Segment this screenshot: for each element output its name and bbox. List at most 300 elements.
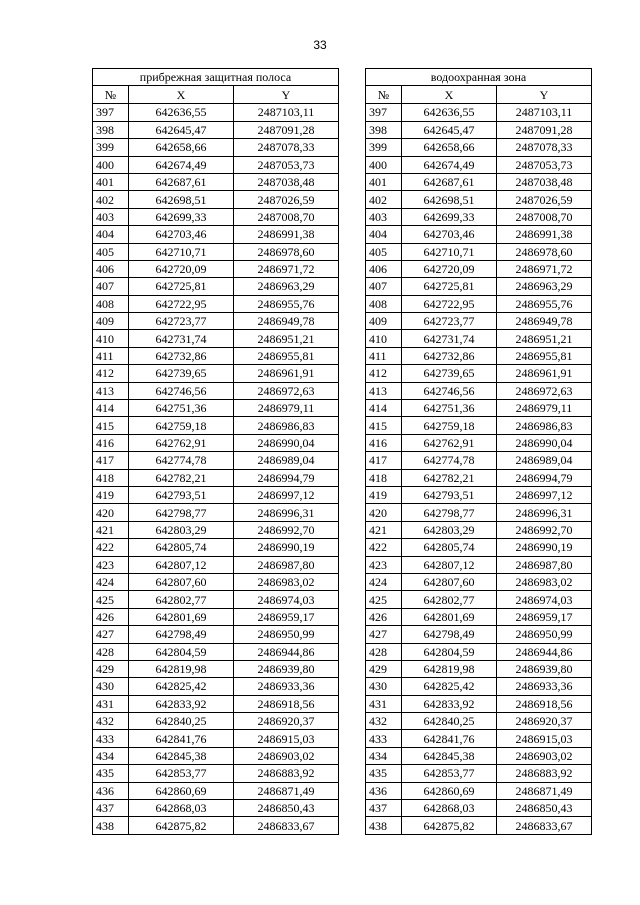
point-number-cell: 417 — [93, 452, 129, 469]
point-number-cell: 398 — [366, 121, 402, 138]
y-coordinate-cell: 2486951,21 — [497, 330, 592, 347]
table-row — [366, 573, 592, 590]
point-number-cell: 432 — [93, 713, 129, 730]
table-row — [366, 643, 592, 660]
y-coordinate-cell: 2486978,60 — [234, 243, 339, 260]
point-number-cell: 402 — [93, 191, 129, 208]
x-coordinate-cell: 642746,56 — [402, 382, 497, 399]
y-coordinate-cell: 2486833,67 — [234, 817, 339, 834]
y-coordinate-cell: 2486989,04 — [497, 452, 592, 469]
x-coordinate-cell: 642841,76 — [402, 730, 497, 747]
point-number-cell: 398 — [93, 121, 129, 138]
x-coordinate-cell: 642636,55 — [129, 103, 234, 121]
point-number-cell: 415 — [366, 417, 402, 434]
x-coordinate-cell: 642703,46 — [402, 226, 497, 243]
y-coordinate-cell: 2486920,37 — [497, 713, 592, 730]
point-number-cell: 402 — [366, 191, 402, 208]
x-coordinate-cell: 642803,29 — [402, 521, 497, 538]
table-row — [93, 539, 339, 556]
x-coordinate-cell: 642833,92 — [402, 695, 497, 712]
y-coordinate-cell: 2486871,49 — [234, 782, 339, 799]
table-row — [93, 782, 339, 799]
y-coordinate-cell: 2487078,33 — [234, 139, 339, 156]
table-row — [366, 173, 592, 190]
y-coordinate-cell: 2486971,72 — [497, 260, 592, 277]
point-number-cell: 423 — [93, 556, 129, 573]
x-coordinate-cell: 642645,47 — [402, 121, 497, 138]
table-row — [93, 243, 339, 260]
y-coordinate-cell: 2486986,83 — [497, 417, 592, 434]
point-number-cell: 400 — [93, 156, 129, 173]
table-row — [93, 817, 339, 834]
x-coordinate-cell: 642807,12 — [129, 556, 234, 573]
y-coordinate-cell: 2486939,80 — [234, 660, 339, 677]
point-number-cell: 411 — [366, 347, 402, 364]
table-row — [93, 469, 339, 486]
point-number-cell: 413 — [366, 382, 402, 399]
point-number-cell: 428 — [366, 643, 402, 660]
table-row — [93, 591, 339, 608]
y-coordinate-cell: 2486971,72 — [234, 260, 339, 277]
x-coordinate-cell: 642725,81 — [129, 278, 234, 295]
point-number-cell: 404 — [366, 226, 402, 243]
y-coordinate-cell: 2486944,86 — [497, 643, 592, 660]
point-number-cell: 401 — [93, 173, 129, 190]
y-coordinate-cell: 2486933,36 — [234, 678, 339, 695]
y-coordinate-cell: 2486883,92 — [497, 765, 592, 782]
y-coordinate-cell: 2486983,02 — [497, 573, 592, 590]
point-number-cell: 418 — [366, 469, 402, 486]
point-number-cell: 411 — [93, 347, 129, 364]
x-coordinate-cell: 642751,36 — [129, 400, 234, 417]
x-coordinate-cell: 642722,95 — [402, 295, 497, 312]
point-number-cell: 434 — [93, 747, 129, 764]
y-coordinate-cell: 2486978,60 — [497, 243, 592, 260]
y-coordinate-cell: 2486951,21 — [234, 330, 339, 347]
x-coordinate-cell: 642845,38 — [129, 747, 234, 764]
y-coordinate-cell: 2486963,29 — [234, 278, 339, 295]
x-coordinate-cell: 642658,66 — [129, 139, 234, 156]
y-coordinate-cell: 2486979,11 — [234, 400, 339, 417]
x-coordinate-cell: 642645,47 — [129, 121, 234, 138]
x-coordinate-cell: 642710,71 — [402, 243, 497, 260]
x-coordinate-cell: 642687,61 — [129, 173, 234, 190]
point-number-cell: 406 — [93, 260, 129, 277]
x-coordinate-cell: 642798,77 — [402, 504, 497, 521]
table-row — [366, 660, 592, 677]
x-coordinate-cell: 642868,03 — [129, 800, 234, 817]
table-row — [93, 330, 339, 347]
y-coordinate-cell: 2486983,02 — [234, 573, 339, 590]
point-number-cell: 405 — [93, 243, 129, 260]
x-coordinate-cell: 642798,49 — [129, 626, 234, 643]
point-number-cell: 425 — [366, 591, 402, 608]
table-row — [93, 521, 339, 538]
y-coordinate-cell: 2487091,28 — [234, 121, 339, 138]
x-coordinate-cell: 642802,77 — [402, 591, 497, 608]
point-number-cell: 397 — [93, 103, 129, 121]
point-number-cell: 430 — [93, 678, 129, 695]
table-row — [93, 226, 339, 243]
y-coordinate-cell: 2487053,73 — [497, 156, 592, 173]
x-coordinate-cell: 642860,69 — [129, 782, 234, 799]
x-coordinate-cell: 642875,82 — [129, 817, 234, 834]
y-coordinate-cell: 2486992,70 — [234, 521, 339, 538]
table-row — [366, 747, 592, 764]
x-coordinate-cell: 642801,69 — [402, 608, 497, 625]
y-coordinate-cell: 2486833,67 — [497, 817, 592, 834]
point-number-cell: 410 — [366, 330, 402, 347]
x-coordinate-cell: 642698,51 — [402, 191, 497, 208]
x-coordinate-cell: 642658,66 — [402, 139, 497, 156]
y-coordinate-cell: 2486959,17 — [497, 608, 592, 625]
y-coordinate-cell: 2486903,02 — [497, 747, 592, 764]
table-row — [366, 103, 592, 121]
table-row — [93, 400, 339, 417]
x-coordinate-cell: 642825,42 — [129, 678, 234, 695]
table-row — [93, 626, 339, 643]
table-row — [93, 678, 339, 695]
y-coordinate-cell: 2486933,36 — [497, 678, 592, 695]
y-coordinate-cell: 2487038,48 — [234, 173, 339, 190]
point-number-cell: 404 — [93, 226, 129, 243]
y-coordinate-cell: 2486944,86 — [234, 643, 339, 660]
table-row — [93, 382, 339, 399]
y-coordinate-cell: 2487103,11 — [234, 103, 339, 121]
table-row — [93, 173, 339, 190]
x-coordinate-cell: 642731,74 — [129, 330, 234, 347]
x-coordinate-cell: 642774,78 — [129, 452, 234, 469]
point-number-cell: 427 — [366, 626, 402, 643]
x-coordinate-cell: 642804,59 — [129, 643, 234, 660]
point-number-cell: 403 — [366, 208, 402, 225]
y-coordinate-cell: 2486950,99 — [497, 626, 592, 643]
point-number-cell: 424 — [366, 573, 402, 590]
point-number-cell: 438 — [93, 817, 129, 834]
table-row — [366, 486, 592, 503]
point-number-cell: 416 — [93, 434, 129, 451]
point-number-cell: 405 — [366, 243, 402, 260]
point-number-cell: 432 — [366, 713, 402, 730]
x-coordinate-cell: 642807,12 — [402, 556, 497, 573]
table-row — [366, 695, 592, 712]
y-coordinate-cell: 2486987,80 — [497, 556, 592, 573]
table-row — [93, 747, 339, 764]
x-coordinate-cell: 642819,98 — [129, 660, 234, 677]
y-coordinate-cell: 2486990,04 — [497, 434, 592, 451]
y-coordinate-cell: 2486996,31 — [234, 504, 339, 521]
x-coordinate-cell: 642840,25 — [402, 713, 497, 730]
table-row — [93, 313, 339, 330]
point-number-cell: 407 — [366, 278, 402, 295]
table-row — [366, 156, 592, 173]
point-number-cell: 430 — [366, 678, 402, 695]
table-row — [366, 243, 592, 260]
y-coordinate-cell: 2486972,63 — [234, 382, 339, 399]
y-coordinate-cell: 2486961,91 — [497, 365, 592, 382]
table-row — [366, 382, 592, 399]
x-coordinate-cell: 642853,77 — [129, 765, 234, 782]
x-coordinate-cell: 642751,36 — [402, 400, 497, 417]
table-title: водоохранная зона — [366, 69, 592, 86]
x-coordinate-cell: 642782,21 — [402, 469, 497, 486]
x-coordinate-cell: 642739,65 — [402, 365, 497, 382]
y-coordinate-cell: 2487053,73 — [234, 156, 339, 173]
point-number-cell: 434 — [366, 747, 402, 764]
point-number-cell: 414 — [366, 400, 402, 417]
x-coordinate-cell: 642805,74 — [129, 539, 234, 556]
point-number-cell: 413 — [93, 382, 129, 399]
y-coordinate-cell: 2486994,79 — [497, 469, 592, 486]
point-number-cell: 410 — [93, 330, 129, 347]
y-coordinate-cell: 2486955,76 — [497, 295, 592, 312]
x-coordinate-cell: 642793,51 — [402, 486, 497, 503]
table-row — [366, 591, 592, 608]
y-coordinate-cell: 2486918,56 — [234, 695, 339, 712]
column-header-number: № — [366, 86, 402, 103]
column-header-y: Y — [234, 86, 339, 103]
point-number-cell: 426 — [93, 608, 129, 625]
column-header-x: X — [129, 86, 234, 103]
water-protection-zone-table — [365, 68, 592, 835]
table-row — [366, 678, 592, 695]
x-coordinate-cell: 642636,55 — [402, 103, 497, 121]
point-number-cell: 429 — [366, 660, 402, 677]
table-row — [366, 765, 592, 782]
y-coordinate-cell: 2486989,04 — [234, 452, 339, 469]
x-coordinate-cell: 642774,78 — [402, 452, 497, 469]
x-coordinate-cell: 642819,98 — [402, 660, 497, 677]
y-coordinate-cell: 2486959,17 — [234, 608, 339, 625]
table-row — [366, 208, 592, 225]
table-row — [366, 191, 592, 208]
table-title: прибрежная защитная полоса — [93, 69, 339, 86]
x-coordinate-cell: 642699,33 — [129, 208, 234, 225]
x-coordinate-cell: 642699,33 — [402, 208, 497, 225]
table-row — [366, 626, 592, 643]
table-row — [366, 139, 592, 156]
table-row — [93, 208, 339, 225]
point-number-cell: 425 — [93, 591, 129, 608]
y-coordinate-cell: 2486850,43 — [497, 800, 592, 817]
point-number-cell: 407 — [93, 278, 129, 295]
x-coordinate-cell: 642762,91 — [402, 434, 497, 451]
y-coordinate-cell: 2486961,91 — [234, 365, 339, 382]
x-coordinate-cell: 642723,77 — [129, 313, 234, 330]
point-number-cell: 424 — [93, 573, 129, 590]
coastal-protection-strip-table — [92, 68, 339, 835]
y-coordinate-cell: 2486949,78 — [234, 313, 339, 330]
table-row — [93, 765, 339, 782]
y-coordinate-cell: 2486991,38 — [234, 226, 339, 243]
y-coordinate-cell: 2486997,12 — [497, 486, 592, 503]
table-row — [93, 434, 339, 451]
point-number-cell: 412 — [93, 365, 129, 382]
x-coordinate-cell: 642840,25 — [129, 713, 234, 730]
x-coordinate-cell: 642731,74 — [402, 330, 497, 347]
point-number-cell: 408 — [366, 295, 402, 312]
x-coordinate-cell: 642703,46 — [129, 226, 234, 243]
y-coordinate-cell: 2486955,76 — [234, 295, 339, 312]
point-number-cell: 401 — [366, 173, 402, 190]
y-coordinate-cell: 2487103,11 — [497, 103, 592, 121]
y-coordinate-cell: 2486950,99 — [234, 626, 339, 643]
x-coordinate-cell: 642807,60 — [402, 573, 497, 590]
table-row — [366, 313, 592, 330]
table-row — [366, 121, 592, 138]
table-row — [93, 695, 339, 712]
table-row — [366, 452, 592, 469]
x-coordinate-cell: 642802,77 — [129, 591, 234, 608]
point-number-cell: 436 — [366, 782, 402, 799]
x-coordinate-cell: 642687,61 — [402, 173, 497, 190]
y-coordinate-cell: 2486915,03 — [234, 730, 339, 747]
point-number-cell: 433 — [93, 730, 129, 747]
point-number-cell: 420 — [93, 504, 129, 521]
x-coordinate-cell: 642860,69 — [402, 782, 497, 799]
point-number-cell: 429 — [93, 660, 129, 677]
x-coordinate-cell: 642759,18 — [129, 417, 234, 434]
table-row — [93, 486, 339, 503]
y-coordinate-cell: 2486994,79 — [234, 469, 339, 486]
table-row — [93, 713, 339, 730]
column-header-number: № — [93, 86, 129, 103]
y-coordinate-cell: 2486850,43 — [234, 800, 339, 817]
table-row — [366, 800, 592, 817]
y-coordinate-cell: 2486871,49 — [497, 782, 592, 799]
x-coordinate-cell: 642759,18 — [402, 417, 497, 434]
y-coordinate-cell: 2486992,70 — [497, 521, 592, 538]
table-row — [366, 521, 592, 538]
y-coordinate-cell: 2486949,78 — [497, 313, 592, 330]
y-coordinate-cell: 2486903,02 — [234, 747, 339, 764]
point-number-cell: 415 — [93, 417, 129, 434]
x-coordinate-cell: 642807,60 — [129, 573, 234, 590]
x-coordinate-cell: 642875,82 — [402, 817, 497, 834]
y-coordinate-cell: 2486955,81 — [497, 347, 592, 364]
point-number-cell: 421 — [93, 521, 129, 538]
y-coordinate-cell: 2486987,80 — [234, 556, 339, 573]
table-row — [93, 556, 339, 573]
table-row — [366, 817, 592, 834]
point-number-cell: 399 — [366, 139, 402, 156]
y-coordinate-cell: 2486974,03 — [234, 591, 339, 608]
y-coordinate-cell: 2487008,70 — [497, 208, 592, 225]
table-row — [93, 660, 339, 677]
point-number-cell: 412 — [366, 365, 402, 382]
table-row — [93, 295, 339, 312]
point-number-cell: 433 — [366, 730, 402, 747]
table-row — [366, 434, 592, 451]
point-number-cell: 423 — [366, 556, 402, 573]
column-header-x: X — [402, 86, 497, 103]
point-number-cell: 419 — [93, 486, 129, 503]
x-coordinate-cell: 642803,29 — [129, 521, 234, 538]
page-number: 33 — [313, 38, 327, 52]
table-row — [366, 347, 592, 364]
table-row — [366, 226, 592, 243]
table-row — [93, 260, 339, 277]
point-number-cell: 431 — [93, 695, 129, 712]
y-coordinate-cell: 2487038,48 — [497, 173, 592, 190]
table-row — [366, 260, 592, 277]
x-coordinate-cell: 642833,92 — [129, 695, 234, 712]
x-coordinate-cell: 642805,74 — [402, 539, 497, 556]
point-number-cell: 399 — [93, 139, 129, 156]
y-coordinate-cell: 2486920,37 — [234, 713, 339, 730]
point-number-cell: 418 — [93, 469, 129, 486]
y-coordinate-cell: 2486990,04 — [234, 434, 339, 451]
y-coordinate-cell: 2486974,03 — [497, 591, 592, 608]
point-number-cell: 435 — [93, 765, 129, 782]
table-row — [93, 730, 339, 747]
point-number-cell: 435 — [366, 765, 402, 782]
x-coordinate-cell: 642725,81 — [402, 278, 497, 295]
point-number-cell: 420 — [366, 504, 402, 521]
table-row — [366, 608, 592, 625]
x-coordinate-cell: 642674,49 — [402, 156, 497, 173]
x-coordinate-cell: 642853,77 — [402, 765, 497, 782]
table-row — [93, 139, 339, 156]
y-coordinate-cell: 2486972,63 — [497, 382, 592, 399]
x-coordinate-cell: 642793,51 — [129, 486, 234, 503]
x-coordinate-cell: 642825,42 — [402, 678, 497, 695]
x-coordinate-cell: 642804,59 — [402, 643, 497, 660]
point-number-cell: 419 — [366, 486, 402, 503]
point-number-cell: 427 — [93, 626, 129, 643]
x-coordinate-cell: 642798,49 — [402, 626, 497, 643]
x-coordinate-cell: 642732,86 — [402, 347, 497, 364]
y-coordinate-cell: 2486990,19 — [497, 539, 592, 556]
table-row — [366, 400, 592, 417]
table-row — [366, 365, 592, 382]
point-number-cell: 436 — [93, 782, 129, 799]
point-number-cell: 426 — [366, 608, 402, 625]
table-row — [366, 730, 592, 747]
point-number-cell: 428 — [93, 643, 129, 660]
table-row — [366, 504, 592, 521]
table-row — [366, 713, 592, 730]
y-coordinate-cell: 2487091,28 — [497, 121, 592, 138]
y-coordinate-cell: 2486996,31 — [497, 504, 592, 521]
x-coordinate-cell: 642868,03 — [402, 800, 497, 817]
point-number-cell: 414 — [93, 400, 129, 417]
x-coordinate-cell: 642674,49 — [129, 156, 234, 173]
x-coordinate-cell: 642762,91 — [129, 434, 234, 451]
x-coordinate-cell: 642732,86 — [129, 347, 234, 364]
point-number-cell: 409 — [366, 313, 402, 330]
point-number-cell: 397 — [366, 103, 402, 121]
table-row — [93, 191, 339, 208]
table-row — [93, 573, 339, 590]
table-row — [366, 417, 592, 434]
x-coordinate-cell: 642845,38 — [402, 747, 497, 764]
y-coordinate-cell: 2487078,33 — [497, 139, 592, 156]
table-row — [93, 121, 339, 138]
point-number-cell: 437 — [93, 800, 129, 817]
x-coordinate-cell: 642710,71 — [129, 243, 234, 260]
table-row — [93, 608, 339, 625]
y-coordinate-cell: 2486955,81 — [234, 347, 339, 364]
x-coordinate-cell: 642801,69 — [129, 608, 234, 625]
y-coordinate-cell: 2486990,19 — [234, 539, 339, 556]
point-number-cell: 437 — [366, 800, 402, 817]
table-row — [366, 539, 592, 556]
y-coordinate-cell: 2486979,11 — [497, 400, 592, 417]
y-coordinate-cell: 2486997,12 — [234, 486, 339, 503]
table-row — [366, 330, 592, 347]
point-number-cell: 406 — [366, 260, 402, 277]
